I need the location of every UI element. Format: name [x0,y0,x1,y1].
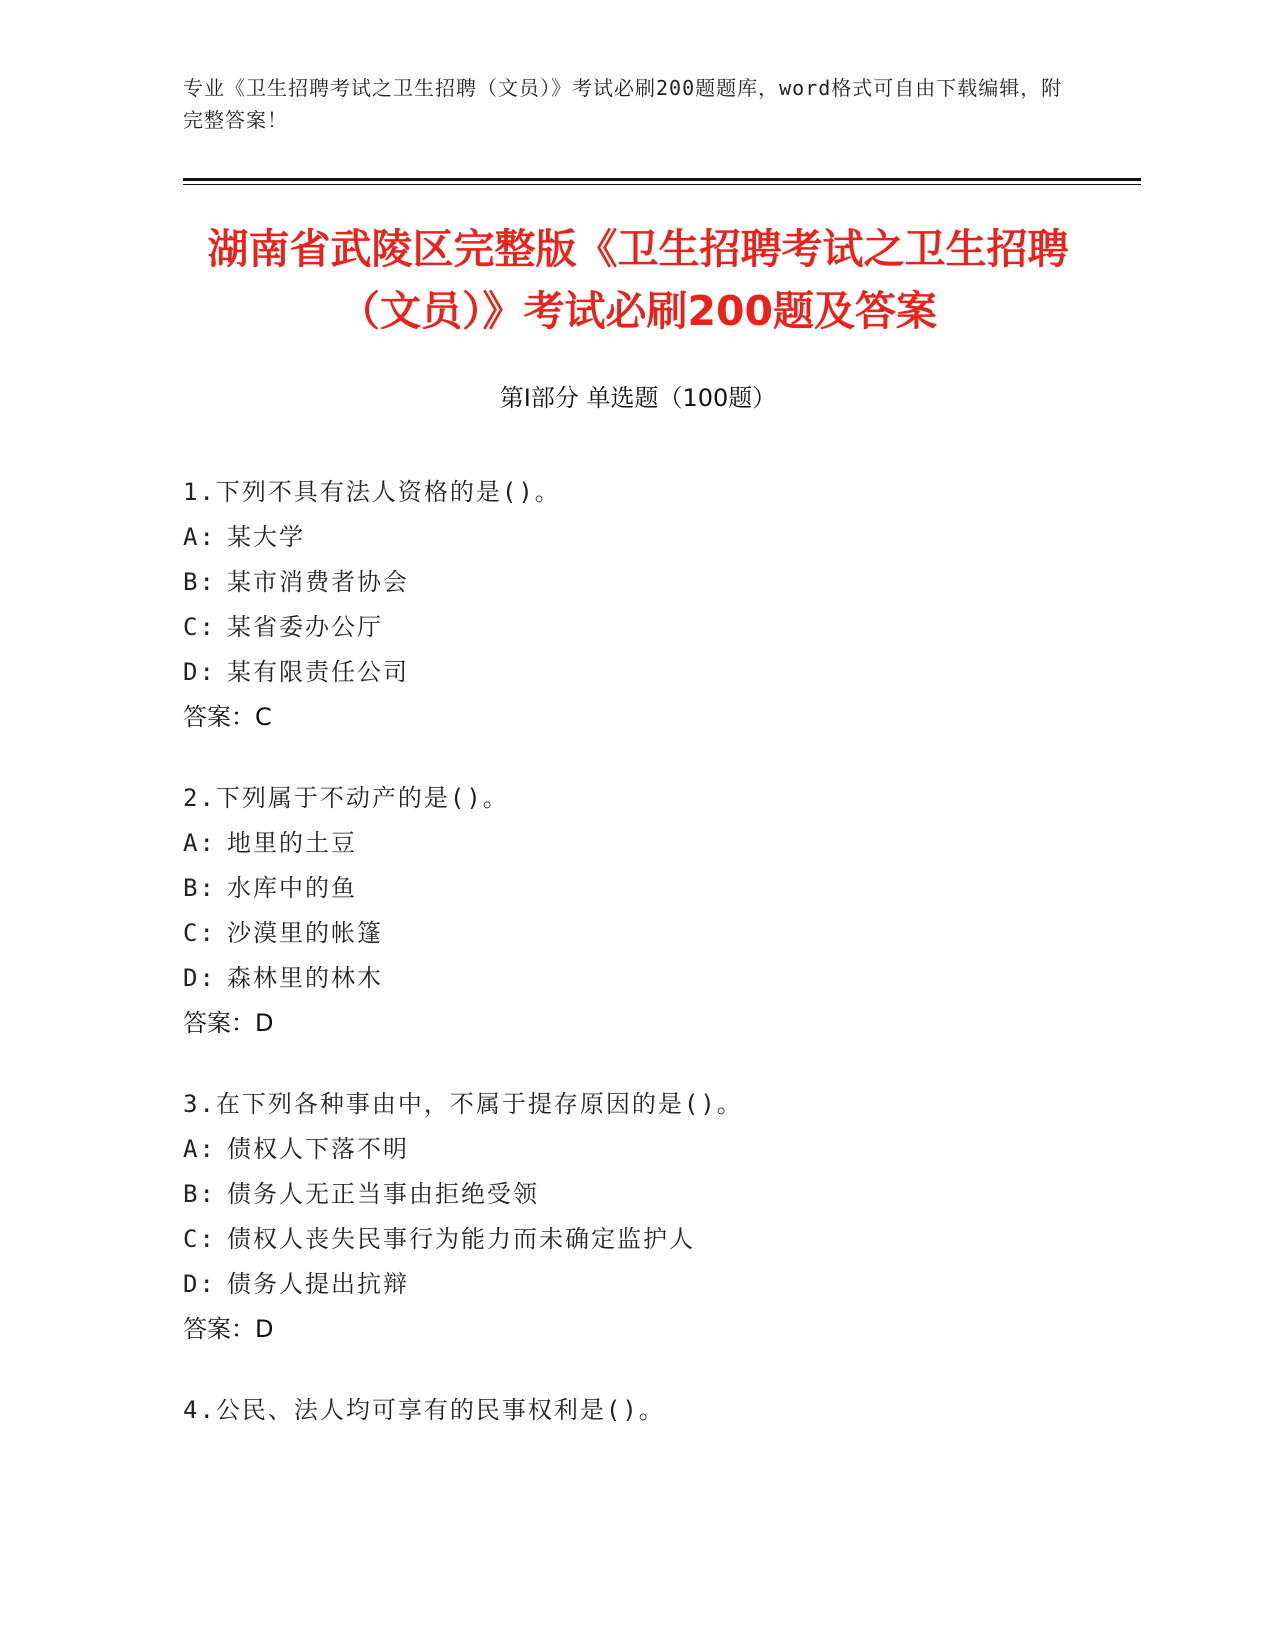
section-heading: 第Ⅰ部分 单选题（100题） [499,384,777,412]
option-label: B: [183,568,216,596]
option-label: C: [183,919,216,947]
question-stem: 4.公民、法人均可享有的民事权利是()。 [183,1396,665,1424]
option-text: 某市消费者协会 [227,568,409,596]
question-stem: 3.在下列各种事由中，不属于提存原因的是()。 [183,1090,743,1118]
option-text: 沙漠里的帐篷 [227,919,383,947]
option-row [183,866,1083,911]
answer-line: 答案：D [183,1315,274,1343]
option-label: C: [183,1225,216,1253]
answer-line: 答案：C [183,703,272,731]
option-label: A: [183,523,216,551]
option-row [183,956,1083,1001]
option-text: 某省委办公厅 [227,613,383,641]
header-divider-thin [183,184,1141,185]
option-row [183,605,1083,650]
question-item [183,470,1083,740]
document-title: 湖南省武陵区完整版《卫生招聘考试之卫生招聘（文员）》考试必刷200题及答案 [207,225,1069,335]
header-divider-thick [183,178,1141,181]
option-row [183,1262,1083,1307]
option-label: C: [183,613,216,641]
option-row [183,650,1083,695]
option-label: D: [183,1270,216,1298]
option-row [183,1172,1083,1217]
option-row [183,515,1083,560]
option-text: 森林里的林木 [227,964,383,992]
option-text: 债务人提出抗辩 [227,1270,409,1298]
option-label: B: [183,1180,216,1208]
option-row [183,560,1083,605]
question-list [183,470,1083,1469]
question-item [183,1082,1083,1352]
option-row [183,911,1083,956]
option-text: 债权人丧失民事行为能力而未确定监护人 [227,1225,695,1253]
question-item [183,776,1083,1046]
option-text: 债权人下落不明 [227,1135,409,1163]
option-label: B: [183,874,216,902]
question-stem: 2.下列属于不动产的是()。 [183,784,509,812]
option-row [183,1127,1083,1172]
option-label: A: [183,829,216,857]
question-stem: 1.下列不具有法人资格的是()。 [183,478,561,506]
option-label: D: [183,658,216,686]
answer-line: 答案：D [183,1009,274,1037]
option-text: 水库中的鱼 [227,874,357,902]
option-text: 某有限责任公司 [227,658,409,686]
option-row [183,821,1083,866]
option-label: D: [183,964,216,992]
option-text: 某大学 [227,523,305,551]
option-label: A: [183,1135,216,1163]
option-text: 债务人无正当事由拒绝受领 [227,1180,539,1208]
question-item [183,1388,1083,1433]
option-text: 地里的土豆 [227,829,357,857]
option-row [183,1217,1083,1262]
header-note: 专业《卫生招聘考试之卫生招聘（文员）》考试必刷200题题库，word格式可自由下载编辑，附完整答案！ [183,76,1063,132]
